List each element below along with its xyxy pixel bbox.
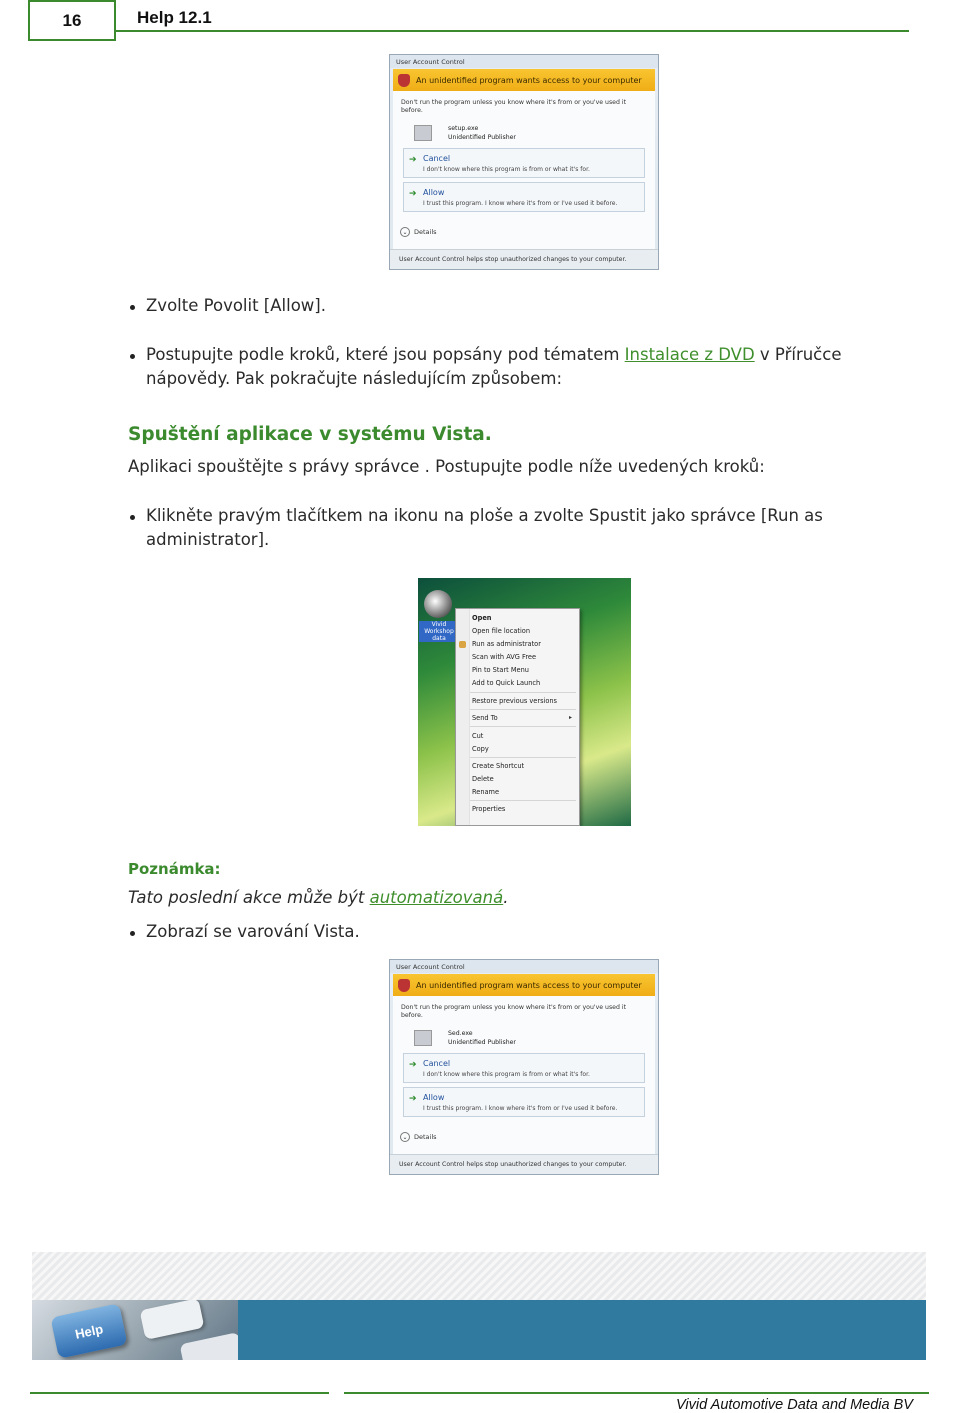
menu-item-create-shortcut[interactable]: Create Shortcut [472, 762, 525, 770]
context-menu-screenshot [418, 578, 631, 826]
note-text [128, 886, 508, 910]
program-icon [414, 1030, 432, 1046]
keyboard-key [140, 1300, 205, 1340]
menu-item-run-as-admin[interactable]: Run as administrator [472, 640, 541, 648]
help-key: Help [50, 1303, 127, 1359]
page-number: 16 [62, 10, 82, 30]
header-rule [116, 30, 909, 32]
menu-item-restore-versions[interactable]: Restore previous versions [472, 697, 557, 705]
menu-item-open[interactable]: Open [472, 614, 492, 622]
uac-publisher: Unidentified Publisher [448, 1039, 516, 1046]
list-item-continuation: nápovědy. Pak pokračujte následujícím způsobem: [146, 369, 563, 388]
list-item: Klikněte pravým tlačítkem na ikonu na ploše a zvolte Spustit jako správce [Run as [146, 506, 823, 525]
uac-allow-option[interactable] [403, 182, 645, 212]
uac-program-name: Sed.exe [448, 1030, 473, 1037]
menu-separator [470, 692, 576, 693]
menu-separator [470, 800, 576, 801]
menu-item-copy[interactable]: Copy [472, 745, 489, 753]
uac-titlebar: User Account Control [390, 960, 658, 973]
arrow-right-icon: ➔ [409, 1094, 417, 1104]
uac-details-toggle[interactable] [400, 1132, 437, 1142]
arrow-right-icon: ➔ [409, 155, 417, 165]
note-text-end: . [503, 888, 509, 907]
note-label: Poznámka: [128, 860, 221, 878]
menu-item-pin-start[interactable]: Pin to Start Menu [472, 666, 529, 674]
uac-banner-text: An unidentified program wants access to your computer [416, 980, 642, 990]
shield-icon [398, 979, 410, 992]
uac-warning-banner [393, 69, 655, 91]
automatizovana-link[interactable]: automatizovaná [369, 888, 504, 907]
uac-dialog-screenshot [389, 959, 659, 1175]
note-text-start: Tato poslední akce může být [128, 888, 370, 907]
list-item [146, 343, 841, 367]
uac-banner-text: An unidentified program wants access to your computer [416, 75, 642, 85]
uac-program-info [448, 1029, 516, 1047]
uac-dialog-screenshot [389, 54, 659, 270]
banner-blue-bar [238, 1300, 926, 1360]
menu-item-send-to[interactable]: Send To [472, 714, 498, 722]
list-item-text: Postupujte podle kroků, které jsou popsány pod tématem [146, 345, 625, 364]
footer-rule-left [30, 1392, 329, 1394]
context-menu [455, 608, 580, 826]
list-item-text: v Příručce [754, 345, 842, 364]
uac-warning-banner [393, 974, 655, 996]
uac-titlebar: User Account Control [390, 55, 658, 68]
program-icon [414, 125, 432, 141]
uac-footer: User Account Control helps stop unauthorized changes to your computer. [390, 1154, 658, 1174]
menu-separator [470, 726, 576, 727]
page-number-box [28, 0, 116, 41]
shield-icon [398, 74, 410, 87]
uac-program-name: setup.exe [448, 125, 479, 132]
menu-item-add-quick-launch[interactable]: Add to Quick Launch [472, 679, 541, 687]
shield-icon [459, 641, 466, 648]
desktop-app-icon[interactable] [424, 590, 452, 618]
chevron-down-icon: ⌄ [400, 227, 410, 237]
chevron-right-icon: ▸ [568, 714, 572, 721]
menu-separator [470, 757, 576, 758]
uac-cancel-desc: I don't know where this program is from or what it's for. [423, 1071, 590, 1078]
uac-allow-title: Allow [423, 1093, 445, 1102]
footer-company: Vivid Automotive Data and Media BV [676, 1397, 913, 1413]
section-intro: Aplikaci spouštějte s právy správce . Postupujte podle níže uvedených kroků: [128, 457, 765, 476]
arrow-right-icon: ➔ [409, 189, 417, 199]
menu-item-cut[interactable]: Cut [472, 732, 484, 740]
bullet-icon [130, 305, 135, 310]
chevron-down-icon: ⌄ [400, 1132, 410, 1142]
uac-cancel-desc: I don't know where this program is from or what it's for. [423, 166, 590, 173]
page-title: Help 12.1 [137, 8, 212, 27]
uac-message: Don't run the program unless you know where it's from or you've used it before. [401, 99, 627, 114]
section-heading: Spuštění aplikace v systému Vista. [128, 424, 492, 445]
arrow-right-icon: ➔ [409, 1060, 417, 1070]
uac-allow-option[interactable] [403, 1087, 645, 1117]
banner-stripes [32, 1252, 926, 1300]
desktop-icon-label: Vivid Workshop data [419, 621, 459, 642]
bullet-icon [130, 515, 135, 520]
bullet-icon [130, 354, 135, 359]
uac-allow-title: Allow [423, 188, 445, 197]
bullet-icon [130, 931, 135, 936]
uac-cancel-option[interactable] [403, 1053, 645, 1083]
menu-separator [470, 709, 576, 710]
uac-cancel-option[interactable] [403, 148, 645, 178]
list-item: Zobrazí se varování Vista. [146, 922, 360, 941]
keyboard-image [32, 1300, 238, 1360]
uac-program-info [448, 124, 516, 142]
uac-cancel-title: Cancel [423, 154, 451, 163]
menu-item-open-file-location[interactable]: Open file location [472, 627, 531, 635]
menu-item-properties[interactable]: Properties [472, 805, 506, 813]
menu-item-scan-avg[interactable]: Scan with AVG Free [472, 653, 537, 661]
list-item-continuation: administrator]. [146, 530, 270, 549]
list-item: Zvolte Povolit [Allow]. [146, 296, 326, 315]
uac-footer: User Account Control helps stop unauthorized changes to your computer. [390, 249, 658, 269]
uac-allow-desc: I trust this program. I know where it's from or I've used it before. [423, 1105, 618, 1112]
install-dvd-link[interactable]: Instalace z DVD [624, 345, 755, 364]
menu-item-delete[interactable]: Delete [472, 775, 494, 783]
uac-publisher: Unidentified Publisher [448, 134, 516, 141]
uac-message: Don't run the program unless you know where it's from or you've used it before. [401, 1004, 627, 1019]
menu-item-rename[interactable]: Rename [472, 788, 500, 796]
uac-cancel-title: Cancel [423, 1059, 451, 1068]
uac-details-label: Details [414, 228, 437, 236]
uac-details-toggle[interactable] [400, 227, 437, 237]
uac-allow-desc: I trust this program. I know where it's from or I've used it before. [423, 200, 618, 207]
keyboard-key [180, 1332, 238, 1360]
footer-rule-right [344, 1392, 929, 1394]
uac-details-label: Details [414, 1133, 437, 1141]
